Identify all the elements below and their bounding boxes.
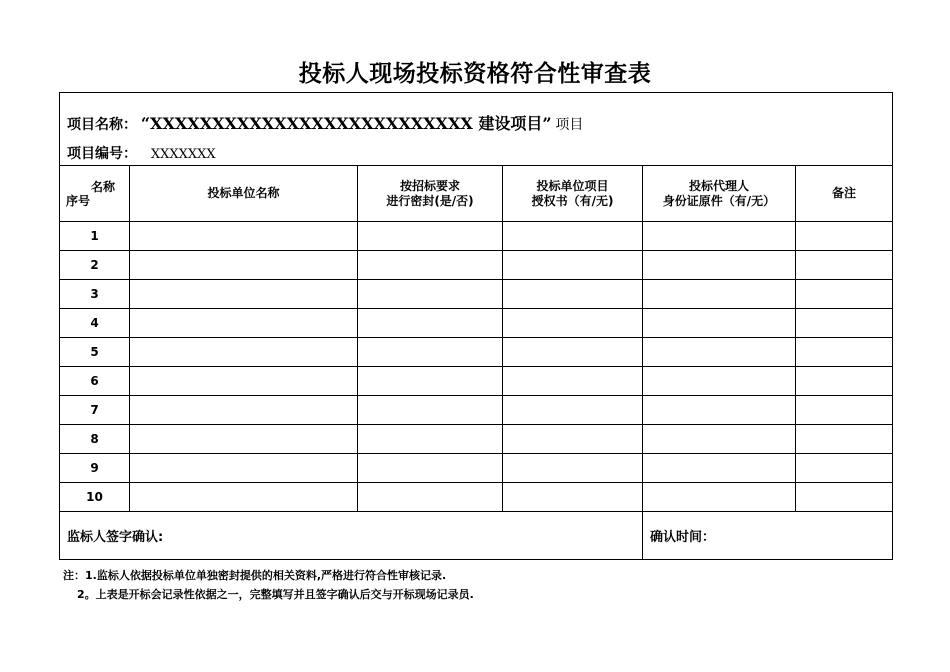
row-number: 3: [60, 280, 130, 309]
table-row: [60, 222, 893, 251]
agent-id-cell[interactable]: [643, 396, 796, 425]
header-authorization-line2: 授权书（有/无): [531, 193, 614, 208]
project-name-label: 项目名称：: [67, 117, 137, 133]
agent-id-cell[interactable]: [643, 454, 796, 483]
header-authorization-line1: 投标单位项目: [536, 178, 609, 193]
header-agent-id: [643, 166, 796, 222]
page-title: 投标人现场投标资格符合性审查表: [298, 61, 652, 87]
sealed-cell[interactable]: [358, 338, 503, 367]
header-bidder: 投标单位名称: [130, 166, 358, 222]
sealed-cell[interactable]: [358, 280, 503, 309]
header-seq-name-cell: [60, 166, 130, 222]
remark-cell[interactable]: [796, 483, 893, 512]
header-agent-id-line2: 身份证原件（有/无）: [662, 193, 776, 208]
row-number: 10: [60, 483, 130, 512]
header-sealed-line1: 按招标要求: [399, 178, 460, 193]
confirm-time-cell: 确认时间：: [643, 512, 893, 560]
agent-id-cell[interactable]: [643, 338, 796, 367]
remark-cell[interactable]: [796, 396, 893, 425]
header-row: [60, 166, 893, 222]
header-agent-id-line1: 投标代理人: [688, 178, 749, 193]
sealed-cell[interactable]: [358, 309, 503, 338]
header-sealed-line2: 进行密封(是/否): [386, 193, 474, 208]
bidder-name-cell[interactable]: [130, 309, 358, 338]
agent-id-cell[interactable]: [643, 425, 796, 454]
table-row: [60, 280, 893, 309]
authorization-cell[interactable]: [503, 280, 643, 309]
header-sealed: [358, 166, 503, 222]
bidder-name-cell[interactable]: [130, 425, 358, 454]
header-seq-label: 序号: [66, 194, 91, 208]
bidder-name-cell[interactable]: [130, 338, 358, 367]
table-row: [60, 251, 893, 280]
supervisor-signature-cell: 监标人签字确认:: [60, 512, 643, 560]
authorization-cell[interactable]: [503, 222, 643, 251]
agent-id-cell[interactable]: [643, 483, 796, 512]
row-number: 8: [60, 425, 130, 454]
remark-cell[interactable]: [796, 280, 893, 309]
remark-cell[interactable]: [796, 367, 893, 396]
sealed-cell[interactable]: [358, 454, 503, 483]
table-row: [60, 309, 893, 338]
sealed-cell[interactable]: [358, 222, 503, 251]
authorization-cell[interactable]: [503, 425, 643, 454]
note-2: 2。上表是开标会记录性依据之一，完整填写并且签字确认后交与开标现场记录员.: [77, 588, 474, 601]
authorization-cell[interactable]: [503, 367, 643, 396]
project-info-row: [60, 93, 893, 166]
authorization-cell[interactable]: [503, 483, 643, 512]
sealed-cell[interactable]: [358, 396, 503, 425]
sealed-cell[interactable]: [358, 483, 503, 512]
project-info-cell: [60, 93, 893, 166]
header-authorization: [503, 166, 643, 222]
table-row: [60, 454, 893, 483]
authorization-cell[interactable]: [503, 338, 643, 367]
bidder-name-cell[interactable]: [130, 483, 358, 512]
row-number: 9: [60, 454, 130, 483]
row-number: 6: [60, 367, 130, 396]
agent-id-cell[interactable]: [643, 367, 796, 396]
review-table: [59, 92, 893, 560]
bidder-name-cell[interactable]: [130, 396, 358, 425]
row-number: 2: [60, 251, 130, 280]
agent-id-cell[interactable]: [643, 251, 796, 280]
authorization-cell[interactable]: [503, 396, 643, 425]
row-number: 7: [60, 396, 130, 425]
row-number: 4: [60, 309, 130, 338]
authorization-cell[interactable]: [503, 454, 643, 483]
sealed-cell[interactable]: [358, 367, 503, 396]
remark-cell[interactable]: [796, 309, 893, 338]
sealed-cell[interactable]: [358, 251, 503, 280]
remark-cell[interactable]: [796, 222, 893, 251]
agent-id-cell[interactable]: [643, 280, 796, 309]
bidder-name-cell[interactable]: [130, 367, 358, 396]
sealed-cell[interactable]: [358, 425, 503, 454]
table-row: [60, 367, 893, 396]
table-row: [60, 396, 893, 425]
project-name-suffix: 项目: [555, 117, 584, 133]
header-name-label: 名称: [90, 180, 115, 194]
bidder-name-cell[interactable]: [130, 222, 358, 251]
project-name-value: “XXXXXXXXXXXXXXXXXXXXXXXXXX 建设项目”: [140, 114, 552, 133]
project-code-label: 项目编号：: [67, 146, 137, 162]
row-number: 5: [60, 338, 130, 367]
authorization-cell[interactable]: [503, 251, 643, 280]
bidder-name-cell[interactable]: [130, 280, 358, 309]
agent-id-cell[interactable]: [643, 222, 796, 251]
remark-cell[interactable]: [796, 454, 893, 483]
row-number: 1: [60, 222, 130, 251]
bidder-name-cell[interactable]: [130, 454, 358, 483]
header-remark: 备注: [796, 166, 893, 222]
note-1: 注：1.监标人依据投标单位单独密封提供的相关资料,严格进行符合性审核记录.: [63, 569, 447, 582]
authorization-cell[interactable]: [503, 309, 643, 338]
table-row: [60, 338, 893, 367]
project-code-value: XXXXXXX: [150, 147, 216, 162]
agent-id-cell[interactable]: [643, 309, 796, 338]
bidder-name-cell[interactable]: [130, 251, 358, 280]
signature-row: [60, 512, 893, 560]
remark-cell[interactable]: [796, 251, 893, 280]
table-row: [60, 483, 893, 512]
remark-cell[interactable]: [796, 425, 893, 454]
table-row: [60, 425, 893, 454]
notes: [63, 566, 474, 604]
table-body: [60, 222, 893, 512]
remark-cell[interactable]: [796, 338, 893, 367]
